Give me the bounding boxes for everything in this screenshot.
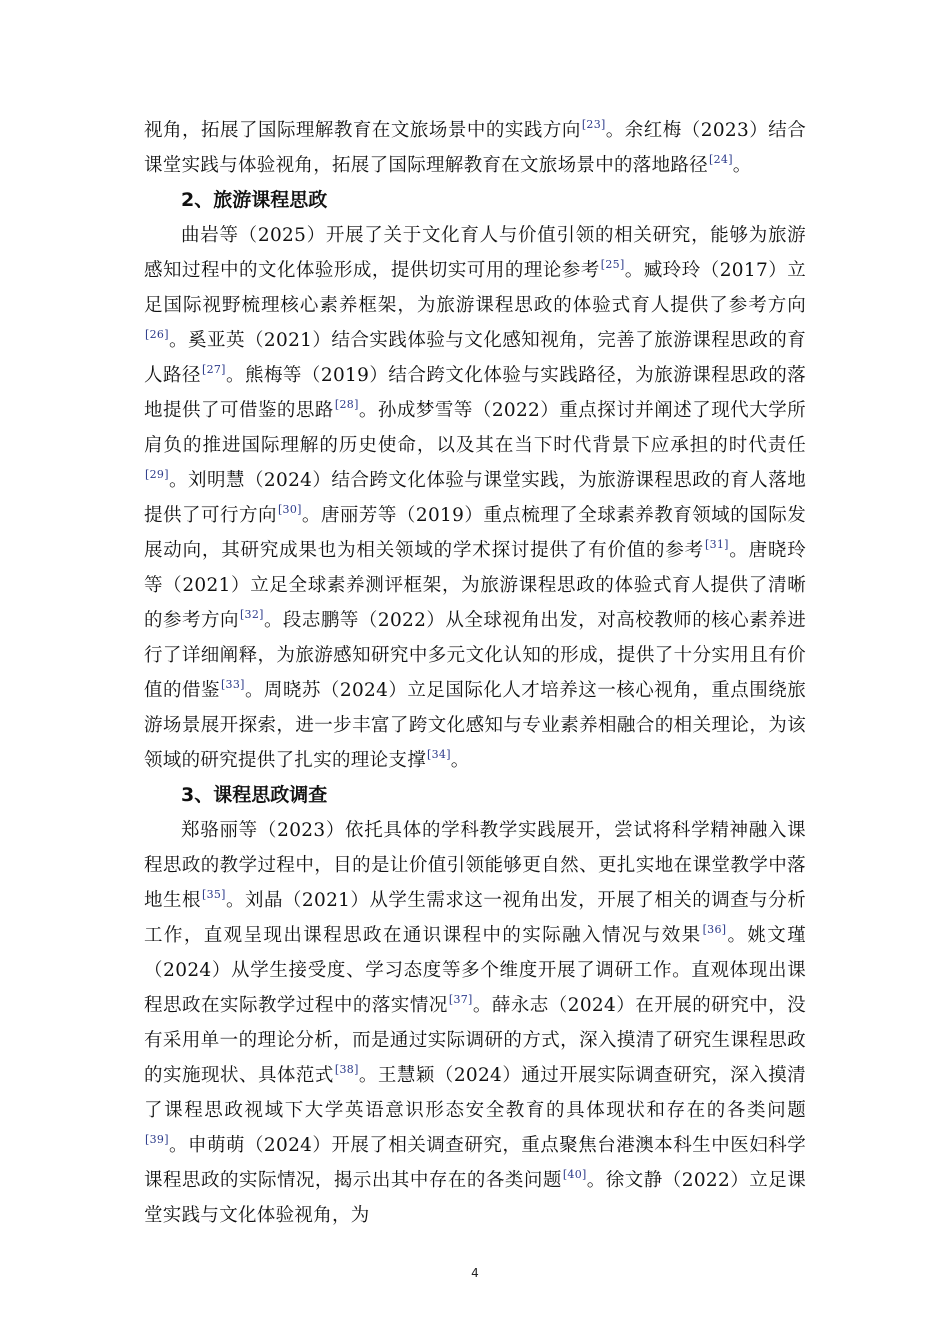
text-run: 郑骆丽等（2023）依托具体的学科教学实践展开，尝试将科学精神融入课程思政的教学过程中，目的是让价值引领能够更自然、更扎实地在课堂教学中落地生根: [144, 820, 806, 911]
citation-ref[interactable]: [25]: [600, 258, 625, 271]
citation-ref[interactable]: [27]: [201, 363, 226, 376]
text-run: 。唐晓玲等（2021）立足全球素养测评框架，为旅游课程思政的体验式育人提供了清晰的参考方向: [144, 540, 807, 631]
citation-ref[interactable]: [33]: [220, 678, 245, 691]
citation-ref[interactable]: [26]: [145, 328, 169, 341]
body-text: [144, 113, 806, 1233]
text-run: 视角，拓展了国际理解教育在文旅场景中的实践方向: [144, 120, 581, 141]
citation-ref[interactable]: [29]: [145, 468, 169, 481]
text-run: 。奚亚英（2021）结合实践体验与文化感知视角，完善了旅游课程思政的育人路径: [144, 330, 806, 386]
page-number: 4: [471, 1266, 479, 1280]
text-run: 。余红梅（2023）结合课堂实践与体验视角，拓展了国际理解教育在文旅场景中的落地路径: [144, 120, 806, 176]
citation-ref[interactable]: [28]: [334, 398, 359, 411]
citation-ref[interactable]: [36]: [702, 923, 727, 936]
text-run: 。申萌萌（2024）开展了相关调查研究，重点聚焦台港澳本科生中医妇科学课程思政的实际情况，揭示出其中存在的各类问题: [144, 1135, 806, 1191]
citation-ref[interactable]: [23]: [581, 118, 606, 131]
citation-ref[interactable]: [24]: [709, 153, 733, 166]
text-run: 。徐文静（2022）立足课堂实践与文化体验视角，为: [144, 1170, 807, 1226]
citation-ref[interactable]: [35]: [201, 888, 226, 901]
paragraph-course-survey: [144, 813, 806, 1233]
text-run: 。: [732, 155, 752, 176]
text-run: 。薛永志（2024）在开展的研究中，没有采用单一的理论分析，而是通过实际调研的方式，深入摸清了研究生课程思政的实施现状、具体范式: [144, 995, 806, 1086]
citation-ref[interactable]: [31]: [704, 538, 729, 551]
citation-ref[interactable]: [32]: [239, 608, 264, 621]
text-run: 。姚文瑾（2024）从学生接受度、学习态度等多个维度开展了调研工作。直观体现出课程思政在实际教学过程中的落实情况: [144, 925, 806, 1016]
citation-ref[interactable]: [40]: [562, 1168, 587, 1181]
section-heading-2: 2、旅游课程思政: [181, 189, 328, 211]
text-run: 。臧玲玲（2017）立足国际视野梳理核心素养框架，为旅游课程思政的体验式育人提供了参考方向: [144, 260, 806, 316]
text-run: 。孙成梦雪等（2022）重点探讨并阐述了现代大学所肩负的推进国际理解的历史使命，以及其在当下时代背景下应承担的时代责任: [144, 400, 806, 456]
paragraph-tourism-ideology: [144, 218, 806, 778]
text-run: 。刘晶（2021）从学生需求这一视角出发，开展了相关的调查与分析工作，直观呈现出课程思政在通识课程中的实际融入情况与效果: [144, 890, 806, 946]
text-run: 。周晓苏（2024）立足国际化人才培养这一核心视角，重点围绕旅游场景展开探索，进一步丰富了跨文化感知与专业素养相融合的相关理论，为该领域的研究提供了扎实的理论支撑: [144, 680, 806, 771]
text-run: 。段志鹏等（2022）从全球视角出发，对高校教师的核心素养进行了详细阐释，为旅游感知研究中多元文化认知的形成，提供了十分实用且有价值的借鉴: [144, 610, 806, 701]
section-heading-3: 3、课程思政调查: [181, 784, 328, 806]
citation-ref[interactable]: [37]: [448, 993, 473, 1006]
text-run: 。: [450, 750, 470, 771]
text-run: 。熊梅等（2019）结合跨文化体验与实践路径，为旅游课程思政的落地提供了可借鉴的思路: [144, 365, 806, 421]
citation-ref[interactable]: [30]: [277, 503, 302, 516]
paragraph-continuation: [144, 113, 806, 183]
citation-ref[interactable]: [39]: [145, 1133, 169, 1146]
text-run: 。王慧颖（2024）通过开展实际调查研究，深入摸清了课程思政视域下大学英语意识形态安全教育的具体现状和存在的各类问题: [144, 1065, 806, 1121]
citation-ref[interactable]: [38]: [334, 1063, 359, 1076]
citation-ref[interactable]: [34]: [427, 748, 451, 761]
text-run: 。唐丽芳等（2019）重点梳理了全球素养教育领域的国际发展动向，其研究成果也为相关领域的学术探讨提供了有价值的参考: [144, 505, 807, 561]
text-run: 。刘明慧（2024）结合跨文化体验与课堂实践，为旅游课程思政的育人落地提供了可行方向: [144, 470, 806, 526]
text-run: 曲岩等（2025）开展了关于文化育人与价值引领的相关研究，能够为旅游感知过程中的文化体验形成，提供切实可用的理论参考: [144, 225, 806, 281]
